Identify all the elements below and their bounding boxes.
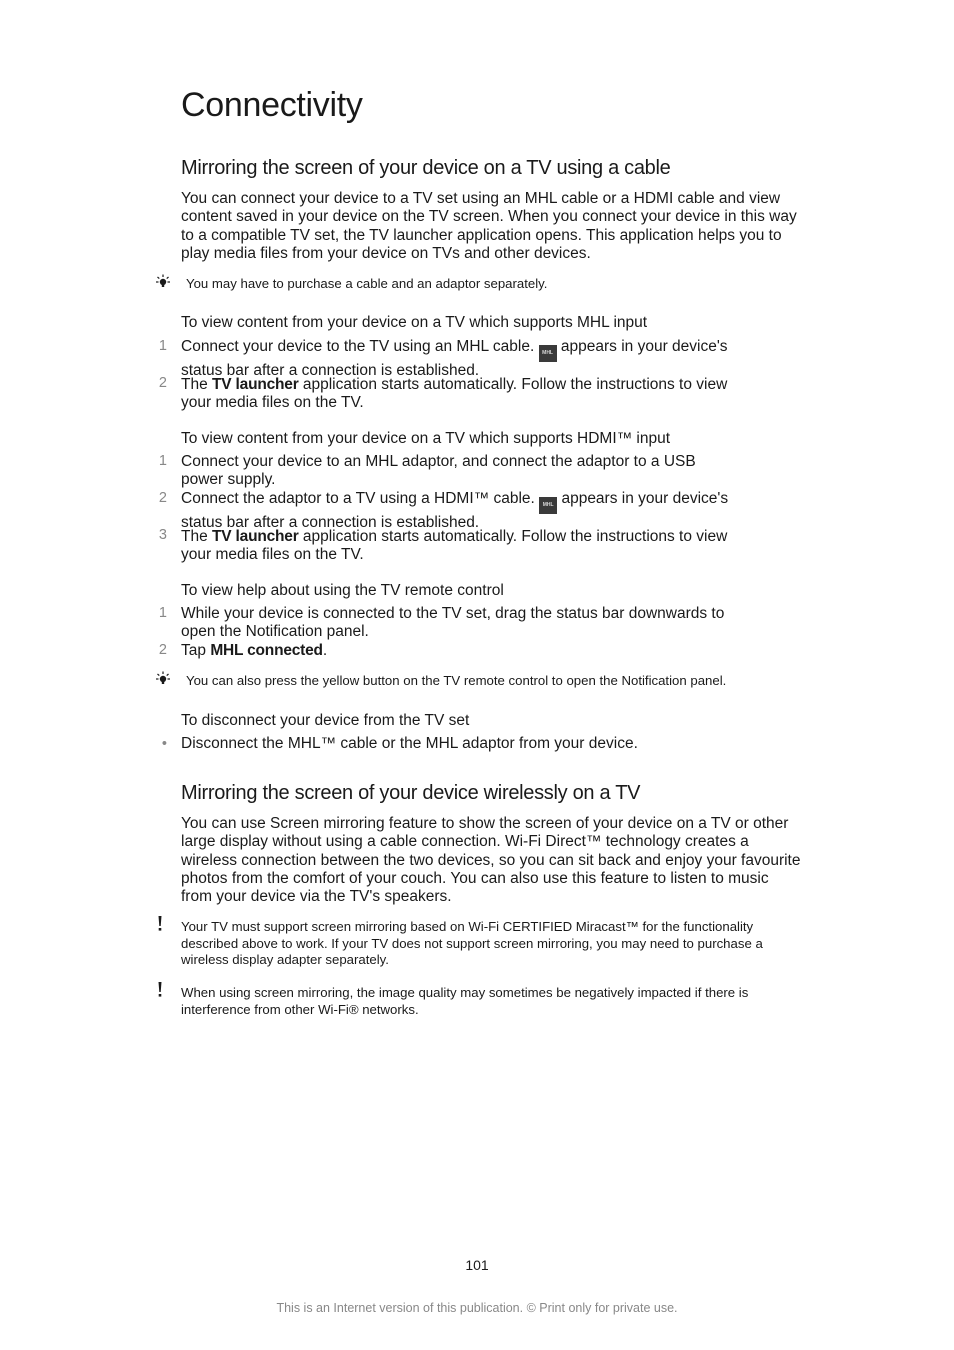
step-text: appears in your device's status bar after a connection is established. bbox=[181, 338, 728, 379]
step-item bbox=[181, 338, 741, 380]
section-heading-cable: Mirroring the screen of your device on a TV using a cable bbox=[181, 157, 671, 179]
intro-paragraph-cable: You can connect your device to a TV set using an MHL cable or a HDMI cable and view content saved in your device on the TV screen. When you connect your device in this way to a compatible TV set, the TV launcher application opens. This application helps you to play media files from your device on TVs and other devices. bbox=[181, 190, 797, 262]
step-text: Connect the adaptor to a TV using a HDMI™ cable. bbox=[181, 490, 535, 507]
app-name-tv-launcher: TV launcher bbox=[212, 528, 299, 545]
intro-paragraph-wireless: You can use Screen mirroring feature to show the screen of your device on a TV or other large display without using a cable connection. Wi-Fi Direct™ technology creates a wireless connection between the two devices, so you can sit back and enjoy your favourite photos from the comfort of your couch. You can also use this feature to listen to music from your device via the TV's speakers. bbox=[181, 815, 801, 906]
step-text: application starts automatically. Follow the instructions to view your media files on the TV. bbox=[181, 376, 728, 412]
step-item: Connect your device to an MHL adaptor, and connect the adaptor to a USB power supply. bbox=[181, 453, 696, 489]
step-text: Tap bbox=[181, 642, 206, 659]
step-text: appears in your device's status bar after a connection is established. bbox=[181, 490, 729, 531]
step-number: 2 bbox=[158, 642, 167, 658]
warning-exclamation-icon bbox=[155, 981, 165, 999]
mhl-status-icon: MHL bbox=[539, 345, 557, 362]
step-text: . bbox=[322, 642, 328, 659]
app-name-tv-launcher: TV launcher bbox=[212, 376, 299, 393]
step-text: The bbox=[181, 376, 208, 393]
step-number: 3 bbox=[158, 527, 167, 543]
bullet-icon: • bbox=[161, 736, 167, 752]
warning-exclamation-icon bbox=[155, 915, 165, 933]
warning-note-interference: When using screen mirroring, the image quality may sometimes be negatively impacted if there is interference from other Wi-Fi® networks. bbox=[181, 985, 749, 1017]
tip-note-cable: You may have to purchase a cable and an adaptor separately. bbox=[186, 276, 548, 291]
procedure-title-mhl: To view content from your device on a TV which supports MHL input bbox=[181, 314, 648, 331]
procedure-title-remote: To view help about using the TV remote control bbox=[181, 582, 504, 599]
step-item: Disconnect the MHL™ cable or the MHL adaptor from your device. bbox=[181, 735, 638, 752]
section-heading-wireless: Mirroring the screen of your device wirelessly on a TV bbox=[181, 782, 641, 804]
procedure-title-hdmi: To view content from your device on a TV which supports HDMI™ input bbox=[181, 430, 671, 447]
page-title: Connectivity bbox=[181, 86, 363, 124]
step-text: Connect your device to the TV using an MHL cable. bbox=[181, 338, 535, 355]
step-number: 1 bbox=[158, 338, 167, 354]
step-number: 1 bbox=[158, 453, 167, 469]
procedure-title-disconnect: To disconnect your device from the TV set bbox=[181, 712, 470, 729]
mhl-status-icon: MHL bbox=[539, 497, 557, 514]
step-item bbox=[181, 376, 741, 413]
menu-item-mhl-connected: MHL connected bbox=[210, 642, 323, 659]
step-item bbox=[181, 642, 741, 660]
step-text: application starts automatically. Follow the instructions to view your media files on the TV. bbox=[181, 528, 728, 564]
step-number: 1 bbox=[158, 605, 167, 621]
step-number: 2 bbox=[158, 375, 167, 391]
page-number: 101 bbox=[465, 1257, 489, 1273]
step-item bbox=[181, 528, 741, 565]
step-text: The bbox=[181, 528, 208, 545]
tip-lightbulb-icon bbox=[155, 670, 171, 686]
step-item: While your device is connected to the TV set, drag the status bar downwards to open the Notification panel. bbox=[181, 605, 725, 641]
step-number: 2 bbox=[158, 490, 167, 506]
step-item bbox=[181, 490, 741, 532]
page-footer: This is an Internet version of this publication. © Print only for private use. bbox=[276, 1301, 678, 1315]
tip-lightbulb-icon bbox=[155, 273, 171, 289]
tip-note-remote: You can also press the yellow button on the TV remote control to open the Notification panel. bbox=[186, 673, 727, 688]
warning-note-miracast: Your TV must support screen mirroring based on Wi-Fi CERTIFIED Miracast™ for the functionality described above to work. If your TV does not support screen mirroring, you may need to purchase a wireless display adapter separately. bbox=[181, 919, 763, 967]
